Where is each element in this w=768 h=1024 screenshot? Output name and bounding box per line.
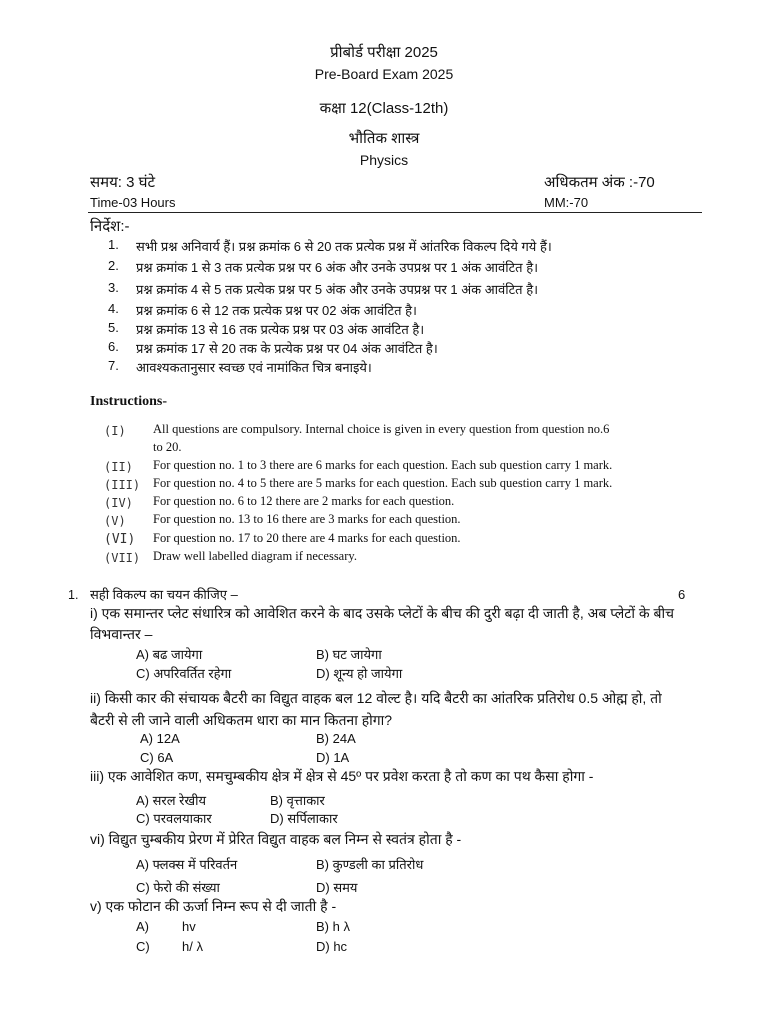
list-item [108,237,552,254]
subquestion-text: vi) विद्युत चुम्बकीय प्रेरण में प्रेरित विद्युत वाहक बल निम्न से स्वतंत्र होता है - [90,831,462,847]
header-divider [88,212,702,213]
option-c-label: C) [136,939,150,954]
item-text: For question no. 13 to 16 there are 3 marks for each question. [153,512,461,526]
time-hindi: समय: 3 घंटे [90,174,156,191]
item-text: For question no. 6 to 12 there are 2 marks for each question. [153,494,455,508]
item-number: 5. [108,320,119,335]
option-b: B) घट जायेगा [316,647,382,662]
list-item [104,476,140,494]
subquestion-text: v) एक फोटान की ऊर्जा निम्न रूप से दी जाती है - [90,898,337,914]
option-d: D) शून्य हो जायेगा [316,666,403,681]
item-number: 4. [108,301,119,316]
option-b: B) वृत्ताकार [270,793,325,808]
subquestion-text-continued: विभवान्तर – [90,626,153,642]
list-item [108,358,372,375]
item-number: (IV) [104,496,133,510]
option-c-value: h/ λ [182,939,203,954]
option-a: A) फ्लक्स में परिवर्तन [136,857,238,872]
list-item [108,320,425,337]
item-number: (II) [104,460,133,474]
item-text: प्रश्न क्रमांक 17 से 20 तक के प्रत्येक प्रश्न पर 04 अंक आवंटित है। [136,341,438,356]
max-marks-english: MM:-70 [544,195,589,210]
question-marks: 6 [678,587,686,602]
list-item [104,422,126,440]
option-a-label: A) [136,919,149,934]
list-item [108,301,417,318]
item-text: सभी प्रश्न अनिवार्य हैं। प्रश्न क्रमांक 6 से 20 तक प्रत्येक प्रश्न में आंतरिक विकल्प दिये गये हैं। [136,239,552,254]
exam-title-english: Pre-Board Exam 2025 [314,66,454,82]
item-text: For question no. 1 to 3 there are 6 marks for each question. Each sub question carry 1 mark. [153,458,613,472]
question-number: 1. [68,588,79,602]
item-text: Draw well labelled diagram if necessary. [153,549,357,563]
item-text: आवश्यकतानुसार स्वच्छ एवं नामांकित चित्र बनाइये। [136,360,372,375]
item-number: (III) [104,478,141,492]
item-text-continued: to 20. [153,440,182,454]
item-number: 7. [108,358,119,373]
option-a: A) सरल रेखीय [136,793,207,808]
list-item [104,530,135,548]
subquestion-text: i) एक समान्तर प्लेट संधारित्र को आवेशित करने के बाद उसके प्लेटों के बीच की दुरी बढ़ा दी जाती है, अब प्लेटों के बीच [90,605,674,621]
subject-hindi: भौतिक शास्त्र [348,130,420,147]
option-a: A) 12A [140,731,180,746]
subquestion-text: iii) एक आवेशित कण, समचुम्बकीय क्षेत्र में क्षेत्र से 45º पर प्रवेश करता है तो कण का पथ कैसा होगा - [90,768,594,784]
list-item [104,494,133,512]
list-item [108,280,539,297]
instructions-heading: Instructions- [90,394,168,409]
item-text: प्रश्न क्रमांक 13 से 16 तक प्रत्येक प्रश्न पर 03 अंक आवंटित है। [136,322,425,337]
exam-title-hindi: प्रीबोर्ड परीक्षा 2025 [330,44,438,61]
list-item [108,339,438,356]
item-number: 2. [108,258,119,273]
item-text: प्रश्न क्रमांक 4 से 5 तक प्रत्येक प्रश्न पर 5 अंक और उनके उपप्रश्न पर 1 अंक आवंटित है। [136,282,539,297]
directions-heading: निर्देश:- [90,218,130,235]
option-a-value: hv [182,919,196,934]
time-english: Time-03 Hours [90,195,176,210]
option-c: C) परवलयाकार [136,811,212,826]
option-b: B) h λ [316,919,350,934]
item-number: 3. [108,280,119,295]
option-a: A) बढ जायेगा [136,647,203,662]
list-item [108,258,539,275]
max-marks-hindi: अधिकतम अंक :-70 [544,174,655,191]
item-number: (V) [104,514,126,528]
item-text: प्रश्न क्रमांक 1 से 3 तक प्रत्येक प्रश्न पर 6 अंक और उनके उपप्रश्न पर 1 अंक आवंटित है। [136,260,539,275]
option-b: B) कुण्डली का प्रतिरोध [316,857,424,872]
item-number: 1. [108,237,119,252]
option-b: B) 24A [316,731,356,746]
option-d: D) समय [316,880,358,895]
list-item [104,458,133,476]
subquestion-text-continued: बैटरी से ली जाने वाली अधिकतम धारा का मान कितना होगा? [90,712,393,728]
option-d: D) 1A [316,750,350,765]
item-text: For question no. 4 to 5 there are 5 marks for each question. Each sub question carry 1 mark. [153,476,613,490]
item-text: For question no. 17 to 20 there are 4 marks for each question. [153,531,461,545]
option-c: C) फेरो की संख्या [136,880,220,895]
option-d: D) सर्पिलाकार [270,811,338,826]
item-number: (VI) [104,532,136,547]
subquestion-text: ii) किसी कार की संचायक बैटरी का विद्युत वाहक बल 12 वोल्ट है। यदि बैटरी का आंतरिक प्रतिरोध 0.5 ओह्म हो, तो [90,690,662,706]
item-text: प्रश्न क्रमांक 6 से 12 तक प्रत्येक प्रश्न पर 02 अंक आवंटित है। [136,303,417,318]
option-c: C) अपरिवर्तित रहेगा [136,666,232,681]
class-label: कक्षा 12(Class-12th) [319,100,449,117]
list-item [104,549,140,567]
option-d: D) hc [316,939,348,954]
item-number: (VII) [104,551,141,565]
item-text: All questions are compulsory. Internal choice is given in every question from question no.6 [153,422,610,436]
item-number: 6. [108,339,119,354]
question-heading: सही विकल्प का चयन कीजिए – [90,587,238,602]
list-item [104,512,126,530]
option-c: C) 6A [140,750,174,765]
item-number: (I) [104,424,126,438]
subject-english: Physics [359,152,409,168]
